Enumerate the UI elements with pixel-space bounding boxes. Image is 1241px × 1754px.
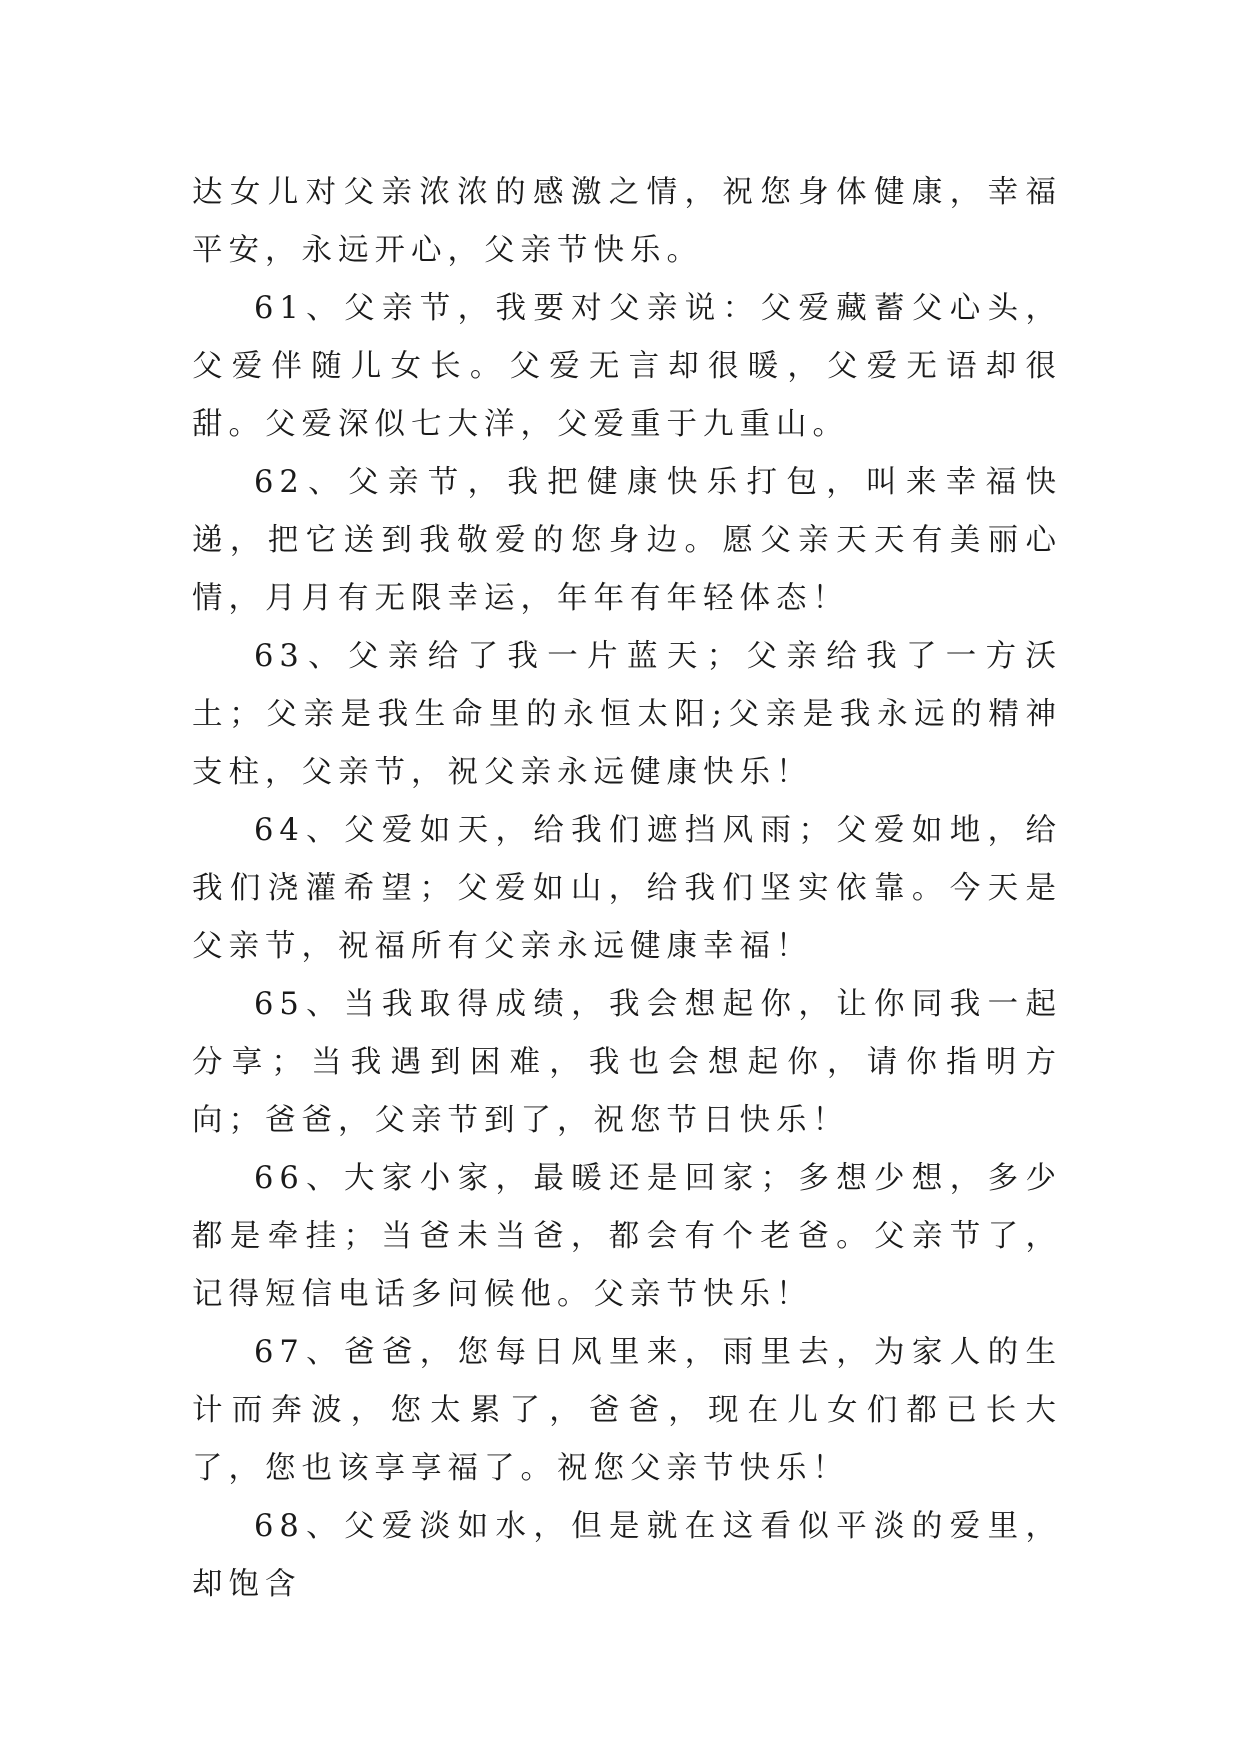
paragraph-item-68: 68、父爱淡如水，但是就在这看似平淡的爱里，却饱含 [192, 1509, 1062, 1602]
paragraph-item-64: 64、父爱如天，给我们遮挡风雨；父爱如地，给我们浇灌希望；父爱如山，给我们坚实依靠。今天是父亲节，祝福所有父亲永远健康幸福！ [192, 813, 1062, 964]
paragraph-item-61: 61、父亲节，我要对父亲说：父爱藏蓄父心头，父爱伴随儿女长。父爱无言却很暖，父爱无语却很甜。父爱深似七大洋，父爱重于九重山。 [192, 291, 1062, 442]
paragraph-continuation: 达女儿对父亲浓浓的感激之情，祝您身体健康，幸福平安，永远开心，父亲节快乐。 [192, 175, 1062, 268]
document-body [192, 164, 1062, 1614]
paragraph-item-67: 67、爸爸，您每日风里来，雨里去，为家人的生计而奔波，您太累了，爸爸，现在儿女们都已长大了，您也该享享福了。祝您父亲节快乐！ [192, 1335, 1062, 1486]
paragraph-item-66: 66、大家小家，最暖还是回家；多想少想，多少都是牵挂；当爸未当爸，都会有个老爸。父亲节了，记得短信电话多问候他。父亲节快乐！ [192, 1161, 1062, 1312]
paragraph-item-63: 63、父亲给了我一片蓝天；父亲给我了一方沃土；父亲是我生命里的永恒太阳;父亲是我永远的精神支柱，父亲节，祝父亲永远健康快乐！ [192, 639, 1062, 790]
paragraph-item-62: 62、父亲节，我把健康快乐打包，叫来幸福快递，把它送到我敬爱的您身边。愿父亲天天有美丽心情，月月有无限幸运，年年有年轻体态！ [192, 465, 1062, 616]
paragraph-item-65: 65、当我取得成绩，我会想起你，让你同我一起分享；当我遇到困难，我也会想起你，请你指明方向；爸爸，父亲节到了，祝您节日快乐！ [192, 987, 1062, 1138]
